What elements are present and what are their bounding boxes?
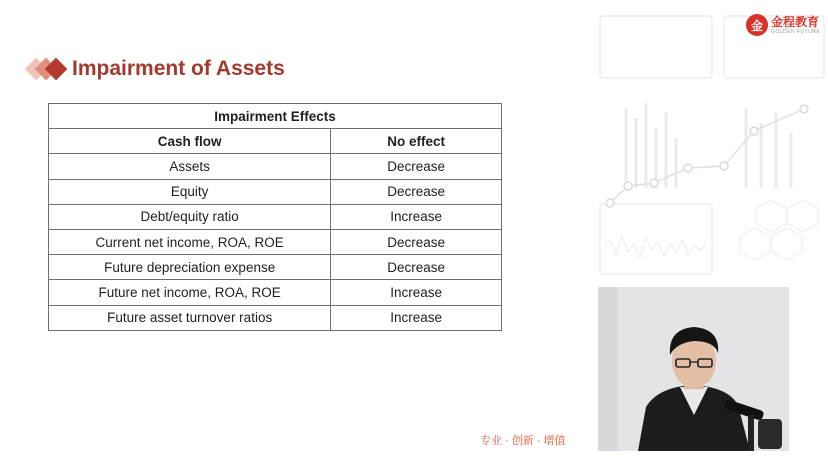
slogan-text: 专业 · 创新 · 增值 [480, 435, 566, 447]
table-cell-effect: Decrease [331, 154, 502, 179]
table-cell-item: Debt/equity ratio [49, 204, 331, 229]
brand-logo [746, 14, 820, 36]
table-row [49, 204, 502, 229]
presenter-webcam-video [598, 287, 789, 451]
logo-name-en: GOLDEN FUTURE [771, 28, 821, 35]
presenter-image [598, 287, 789, 451]
table-row [49, 179, 502, 204]
table-cell-effect: Decrease [331, 179, 502, 204]
table-row [49, 305, 502, 330]
table-cell-item: Future net income, ROA, ROE [49, 280, 331, 305]
table-row [49, 255, 502, 280]
impairment-effects-table [48, 103, 502, 331]
table-cell-effect: Decrease [331, 229, 502, 254]
page-title: Impairment of Assets [72, 57, 285, 80]
table-cell-effect: Increase [331, 280, 502, 305]
table-cell-item: Current net income, ROA, ROE [49, 229, 331, 254]
logo-icon: 金 [746, 14, 768, 36]
table-row [49, 280, 502, 305]
table-row [49, 229, 502, 254]
title-diamond-icon [24, 52, 70, 86]
background-decoration [596, 8, 828, 278]
table-cell-effect: Increase [331, 204, 502, 229]
table-cell-effect: Increase [331, 305, 502, 330]
table-cell-item: Equity [49, 179, 331, 204]
table-cell-item: Assets [49, 154, 331, 179]
column-header-no-effect: No effect [331, 129, 502, 154]
table-cell-effect: Decrease [331, 255, 502, 280]
logo-name-cn: 金程教育 [771, 14, 820, 29]
table-cell-item: Future asset turnover ratios [49, 305, 331, 330]
table-cell-item: Future depreciation expense [49, 255, 331, 280]
slide-title [24, 52, 285, 86]
column-header-cash-flow: Cash flow [49, 129, 331, 154]
table-row [49, 154, 502, 179]
table-caption: Impairment Effects [49, 104, 502, 129]
